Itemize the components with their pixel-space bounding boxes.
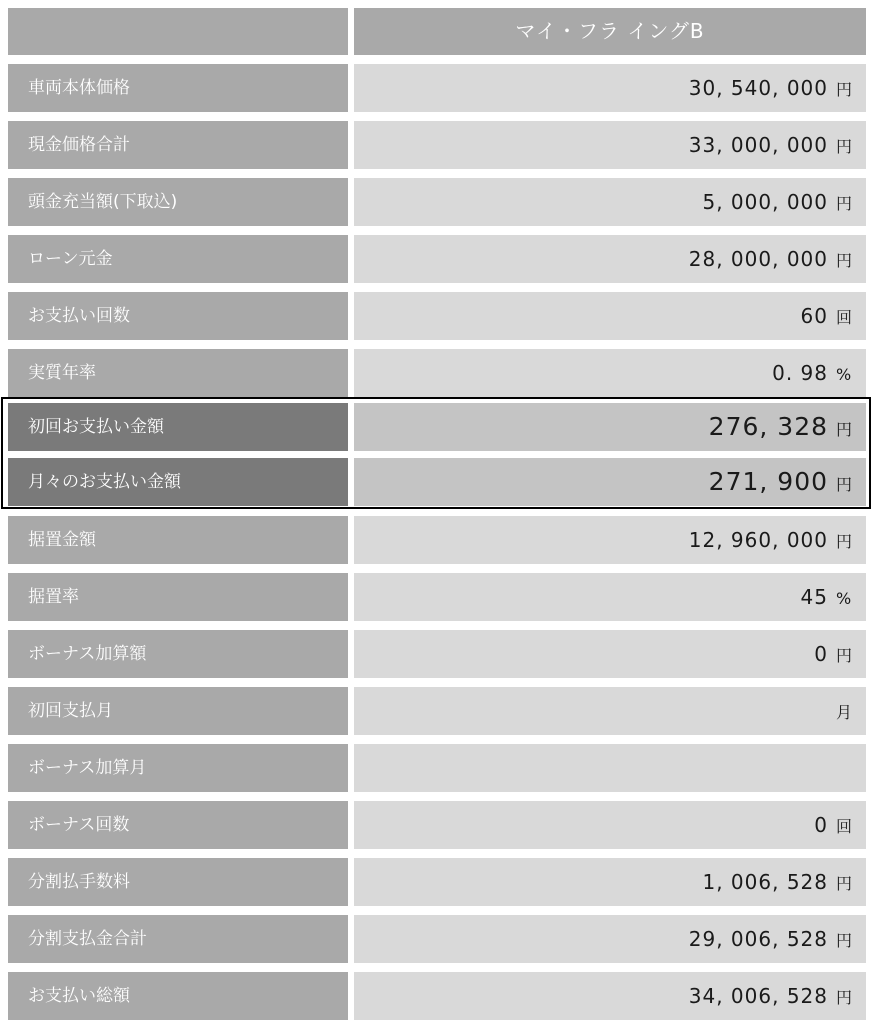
value-number: 45 xyxy=(800,585,828,609)
table-header-row xyxy=(0,0,874,64)
row-label: 分割払手数料 xyxy=(8,858,348,906)
row-label: 月々のお支払い金額 xyxy=(8,458,348,506)
value-unit: 円 xyxy=(836,874,853,893)
row-bonus-month xyxy=(0,744,874,792)
value-unit: 円 xyxy=(836,988,853,1007)
row-total-payment xyxy=(0,972,874,1020)
value-unit: 月 xyxy=(836,703,853,722)
value-number: 60 xyxy=(800,304,828,328)
row-label: 実質年率 xyxy=(8,349,348,397)
row-label: 初回お支払い金額 xyxy=(8,403,348,451)
row-payment-count xyxy=(0,292,874,340)
row-label: 現金価格合計 xyxy=(8,121,348,169)
row-vehicle-price xyxy=(0,64,874,112)
value-number: 0. 98 xyxy=(772,361,828,385)
row-value xyxy=(354,630,866,678)
value-unit: % xyxy=(836,589,852,608)
row-label: 車両本体価格 xyxy=(8,64,348,112)
row-first-payment xyxy=(0,403,874,451)
value-unit: 円 xyxy=(836,931,853,950)
value-number: 1, 006, 528 xyxy=(702,870,828,894)
row-value xyxy=(354,64,866,112)
row-deferred-rate xyxy=(0,573,874,621)
row-value xyxy=(354,458,866,506)
value-unit: 円 xyxy=(836,532,853,551)
value-number: 33, 000, 000 xyxy=(688,133,828,157)
row-label: 据置金額 xyxy=(8,516,348,564)
row-value xyxy=(354,801,866,849)
plan-name-header: マイ・フラ イングB xyxy=(354,8,866,55)
value-unit: 円 xyxy=(836,251,853,270)
row-value xyxy=(354,235,866,283)
row-label: お支払い回数 xyxy=(8,292,348,340)
value-unit: 回 xyxy=(836,308,853,327)
row-value xyxy=(354,121,866,169)
value-number: 0 xyxy=(814,642,828,666)
row-bonus-count xyxy=(0,801,874,849)
value-number: 12, 960, 000 xyxy=(688,528,828,552)
row-cash-price-total xyxy=(0,121,874,169)
value-number: 276, 328 xyxy=(708,412,828,441)
row-label: 初回支払月 xyxy=(8,687,348,735)
value-number: 29, 006, 528 xyxy=(688,927,828,951)
row-value xyxy=(354,403,866,451)
row-installment-total xyxy=(0,915,874,963)
value-unit: 円 xyxy=(836,475,853,494)
row-value xyxy=(354,744,866,792)
row-label: 分割支払金合計 xyxy=(8,915,348,963)
row-monthly-payment xyxy=(0,458,874,506)
header-label-cell xyxy=(8,8,348,55)
row-label: お支払い総額 xyxy=(8,972,348,1020)
row-label: ボーナス回数 xyxy=(8,801,348,849)
value-unit: 円 xyxy=(836,420,853,439)
value-number: 30, 540, 000 xyxy=(688,76,828,100)
row-annual-rate xyxy=(0,349,874,397)
value-number: 0 xyxy=(814,813,828,837)
row-label: 据置率 xyxy=(8,573,348,621)
value-number: 271, 900 xyxy=(708,467,828,496)
row-first-payment-month xyxy=(0,687,874,735)
row-value xyxy=(354,292,866,340)
value-unit: 円 xyxy=(836,80,853,99)
value-number: 28, 000, 000 xyxy=(688,247,828,271)
row-value xyxy=(354,516,866,564)
value-unit: 円 xyxy=(836,646,853,665)
row-value xyxy=(354,349,866,397)
row-loan-principal xyxy=(0,235,874,283)
row-value xyxy=(354,573,866,621)
row-deferred-amount xyxy=(0,516,874,564)
value-number: 5, 000, 000 xyxy=(702,190,828,214)
value-unit: 円 xyxy=(836,137,853,156)
row-down-payment xyxy=(0,178,874,226)
row-value xyxy=(354,858,866,906)
value-unit: 回 xyxy=(836,817,853,836)
row-value xyxy=(354,178,866,226)
value-unit: % xyxy=(836,365,852,384)
row-label: 頭金充当額(下取込) xyxy=(8,178,348,226)
row-value xyxy=(354,687,866,735)
row-value xyxy=(354,915,866,963)
row-bonus-amount xyxy=(0,630,874,678)
row-label: ボーナス加算月 xyxy=(8,744,348,792)
value-number: 34, 006, 528 xyxy=(688,984,828,1008)
row-installment-fee xyxy=(0,858,874,906)
row-label: ボーナス加算額 xyxy=(8,630,348,678)
value-unit: 円 xyxy=(836,194,853,213)
row-value xyxy=(354,972,866,1020)
row-label: ローン元金 xyxy=(8,235,348,283)
